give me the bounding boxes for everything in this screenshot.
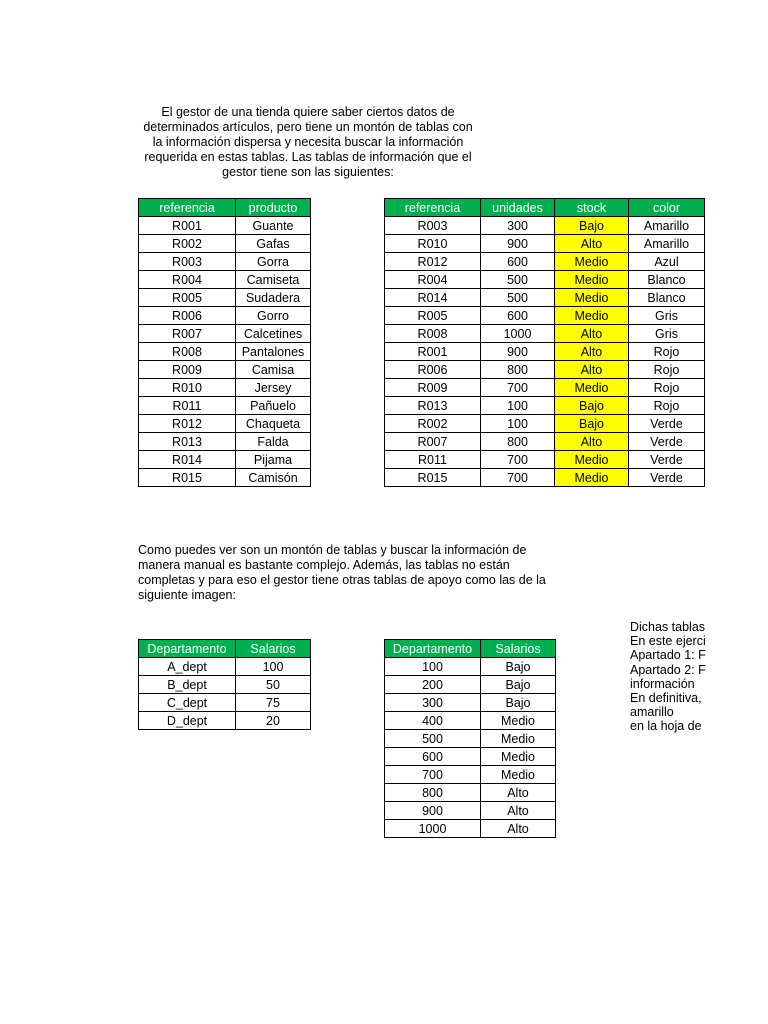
table-cell: 75	[236, 694, 311, 712]
middle-line: manera manual es bastante complejo. Además, las tablas no están	[138, 558, 510, 572]
table-cell: Alto	[481, 802, 556, 820]
table-cell: Bajo	[481, 658, 556, 676]
table-cell: Medio	[555, 307, 629, 325]
table-cell: 700	[481, 379, 555, 397]
table-cell: 600	[385, 748, 481, 766]
column-header: stock	[555, 199, 629, 217]
table-row	[385, 397, 705, 415]
column-header: Salarios	[236, 640, 311, 658]
table-cell: 500	[385, 730, 481, 748]
table-row	[385, 730, 556, 748]
table-row	[139, 307, 311, 325]
table-cell: R011	[139, 397, 236, 415]
column-header: referencia	[385, 199, 481, 217]
table-cell: Calcetines	[236, 325, 311, 343]
middle-line: completas y para eso el gestor tiene otras tablas de apoyo como las de la	[138, 573, 546, 587]
table-cell: Pantalones	[236, 343, 311, 361]
table-cell: Gris	[629, 325, 705, 343]
table-row	[385, 676, 556, 694]
table-cell: 200	[385, 676, 481, 694]
table-cell: Alto	[481, 820, 556, 838]
table-cell: R012	[139, 415, 236, 433]
side-line: En este ejerci	[630, 634, 706, 649]
table-cell: Medio	[555, 379, 629, 397]
table-cell: Jersey	[236, 379, 311, 397]
table-row	[385, 802, 556, 820]
header-row	[139, 199, 311, 217]
table-cell: Verde	[629, 469, 705, 487]
table-cell: R006	[385, 361, 481, 379]
table-cell: R009	[139, 361, 236, 379]
column-header: unidades	[481, 199, 555, 217]
table-row	[385, 379, 705, 397]
column-header: referencia	[139, 199, 236, 217]
column-header: Departamento	[139, 640, 236, 658]
table-cell: R008	[139, 343, 236, 361]
table-cell: Verde	[629, 433, 705, 451]
column-header: color	[629, 199, 705, 217]
table-row	[139, 379, 311, 397]
table-cell: 600	[481, 253, 555, 271]
table-row	[139, 415, 311, 433]
table-row	[139, 343, 311, 361]
table-cell: Blanco	[629, 289, 705, 307]
table-cell: B_dept	[139, 676, 236, 694]
table-cell: R014	[385, 289, 481, 307]
products-table	[138, 198, 311, 487]
table-row	[385, 217, 705, 235]
header-row	[385, 640, 556, 658]
table-cell: Medio	[555, 271, 629, 289]
table-cell: Alto	[555, 235, 629, 253]
header-row	[139, 640, 311, 658]
table-row	[385, 253, 705, 271]
table-cell: 300	[385, 694, 481, 712]
table-cell: R006	[139, 307, 236, 325]
table-cell: Rojo	[629, 397, 705, 415]
table-cell: 400	[385, 712, 481, 730]
table-cell: 900	[385, 802, 481, 820]
table-row	[139, 658, 311, 676]
table-row	[385, 289, 705, 307]
table-cell: Azul	[629, 253, 705, 271]
header-row	[385, 199, 705, 217]
table-cell: Alto	[555, 433, 629, 451]
table-cell: Gris	[629, 307, 705, 325]
table-cell: 100	[481, 397, 555, 415]
intro-line: gestor tiene son las siguientes:	[222, 165, 394, 179]
intro-line: la información dispersa y necesita buscar la información	[152, 135, 464, 149]
table-cell: R001	[385, 343, 481, 361]
table-cell: Medio	[555, 253, 629, 271]
dept-salary-table	[138, 639, 311, 730]
intro-paragraph	[138, 105, 478, 180]
middle-line: siguiente imagen:	[138, 588, 236, 602]
table-row	[385, 343, 705, 361]
table-cell: Chaqueta	[236, 415, 311, 433]
table-row	[139, 361, 311, 379]
table-row	[385, 712, 556, 730]
side-line: En definitiva,	[630, 691, 702, 706]
side-line: información	[630, 676, 695, 691]
side-line: Apartado 1: F	[630, 648, 706, 663]
table-cell: R001	[139, 217, 236, 235]
table-row	[139, 397, 311, 415]
table-row	[139, 253, 311, 271]
table-cell: Medio	[481, 766, 556, 784]
table-cell: 900	[481, 235, 555, 253]
table-cell: R008	[385, 325, 481, 343]
side-line: Dichas tablas	[630, 620, 706, 634]
table-cell: 700	[481, 469, 555, 487]
table-row	[385, 658, 556, 676]
table-row	[385, 784, 556, 802]
column-header: Salarios	[481, 640, 556, 658]
table-cell: Pañuelo	[236, 397, 311, 415]
table-cell: Gafas	[236, 235, 311, 253]
table-cell: Alto	[555, 361, 629, 379]
intro-line: determinados artículos, pero tiene un montón de tablas con	[143, 120, 473, 134]
table-cell: 600	[481, 307, 555, 325]
table-cell: A_dept	[139, 658, 236, 676]
table-cell: 700	[481, 451, 555, 469]
table-cell: C_dept	[139, 694, 236, 712]
table-row	[385, 694, 556, 712]
table-row	[385, 307, 705, 325]
table-cell: Rojo	[629, 361, 705, 379]
table-cell: Amarillo	[629, 217, 705, 235]
table-row	[139, 694, 311, 712]
table-cell: Verde	[629, 451, 705, 469]
table-cell: Medio	[555, 289, 629, 307]
table-cell: R004	[139, 271, 236, 289]
table-row	[385, 271, 705, 289]
table-cell: 500	[481, 271, 555, 289]
table-cell: Rojo	[629, 343, 705, 361]
table-cell: R003	[139, 253, 236, 271]
salary-level-table	[384, 639, 556, 838]
table-cell: R012	[385, 253, 481, 271]
table-cell: Falda	[236, 433, 311, 451]
side-notes	[630, 620, 768, 734]
table-row	[385, 433, 705, 451]
middle-line: Como puedes ver son un montón de tablas y buscar la información de	[138, 543, 527, 557]
table-cell: Medio	[481, 748, 556, 766]
table-cell: R007	[385, 433, 481, 451]
table-cell: Sudadera	[236, 289, 311, 307]
table-row	[139, 217, 311, 235]
table-cell: Pijama	[236, 451, 311, 469]
middle-paragraph	[138, 543, 568, 603]
side-line: en la hoja de	[630, 719, 702, 734]
table-cell: 100	[236, 658, 311, 676]
table-cell: Medio	[481, 712, 556, 730]
table-cell: R009	[385, 379, 481, 397]
table-cell: 800	[481, 433, 555, 451]
table-cell: R010	[385, 235, 481, 253]
table-cell: R002	[139, 235, 236, 253]
table-row	[139, 451, 311, 469]
table-cell: Alto	[555, 325, 629, 343]
column-header: producto	[236, 199, 311, 217]
table-row	[385, 766, 556, 784]
table-cell: 700	[385, 766, 481, 784]
table-cell: 100	[385, 658, 481, 676]
table-row	[385, 361, 705, 379]
table-cell: 1000	[385, 820, 481, 838]
table-cell: R015	[385, 469, 481, 487]
table-cell: Verde	[629, 415, 705, 433]
table-cell: R004	[385, 271, 481, 289]
table-cell: R010	[139, 379, 236, 397]
table-row	[139, 235, 311, 253]
table-row	[139, 469, 311, 487]
intro-line: requerida en estas tablas. Las tablas de información que el	[144, 150, 472, 164]
table-row	[139, 325, 311, 343]
table-cell: R014	[139, 451, 236, 469]
table-cell: 800	[481, 361, 555, 379]
table-cell: R015	[139, 469, 236, 487]
table-cell: 800	[385, 784, 481, 802]
table-cell: 1000	[481, 325, 555, 343]
table-cell: R007	[139, 325, 236, 343]
table-row	[385, 748, 556, 766]
table-cell: Alto	[555, 343, 629, 361]
table-cell: Gorra	[236, 253, 311, 271]
table-row	[139, 433, 311, 451]
table-cell: R013	[385, 397, 481, 415]
table-cell: R013	[139, 433, 236, 451]
table-row	[385, 235, 705, 253]
table-cell: 50	[236, 676, 311, 694]
table-cell: Blanco	[629, 271, 705, 289]
table-cell: Bajo	[555, 415, 629, 433]
table-cell: Amarillo	[629, 235, 705, 253]
table-cell: 500	[481, 289, 555, 307]
table-cell: Bajo	[481, 676, 556, 694]
table-cell: 20	[236, 712, 311, 730]
column-header: Departamento	[385, 640, 481, 658]
table-row	[385, 820, 556, 838]
table-row	[385, 469, 705, 487]
table-cell: Camisa	[236, 361, 311, 379]
table-cell: Rojo	[629, 379, 705, 397]
table-cell: Bajo	[481, 694, 556, 712]
table-cell: Alto	[481, 784, 556, 802]
table-row	[385, 325, 705, 343]
table-cell: D_dept	[139, 712, 236, 730]
table-cell: 300	[481, 217, 555, 235]
table-cell: Bajo	[555, 217, 629, 235]
table-row	[139, 271, 311, 289]
table-cell: Gorro	[236, 307, 311, 325]
table-cell: R005	[139, 289, 236, 307]
intro-line: El gestor de una tienda quiere saber ciertos datos de	[161, 105, 455, 119]
table-row	[139, 712, 311, 730]
table-cell: R005	[385, 307, 481, 325]
table-cell: 900	[481, 343, 555, 361]
table-row	[385, 451, 705, 469]
side-line: Apartado 2: F	[630, 662, 706, 677]
table-cell: Medio	[555, 451, 629, 469]
table-cell: Guante	[236, 217, 311, 235]
table-cell: R011	[385, 451, 481, 469]
table-cell: Camiseta	[236, 271, 311, 289]
table-cell: Bajo	[555, 397, 629, 415]
table-row	[139, 676, 311, 694]
table-cell: Medio	[481, 730, 556, 748]
table-cell: 100	[481, 415, 555, 433]
table-row	[139, 289, 311, 307]
table-cell: Medio	[555, 469, 629, 487]
side-line: amarillo	[630, 705, 674, 720]
table-cell: Camisón	[236, 469, 311, 487]
stock-table	[384, 198, 705, 487]
table-cell: R003	[385, 217, 481, 235]
table-row	[385, 415, 705, 433]
table-cell: R002	[385, 415, 481, 433]
